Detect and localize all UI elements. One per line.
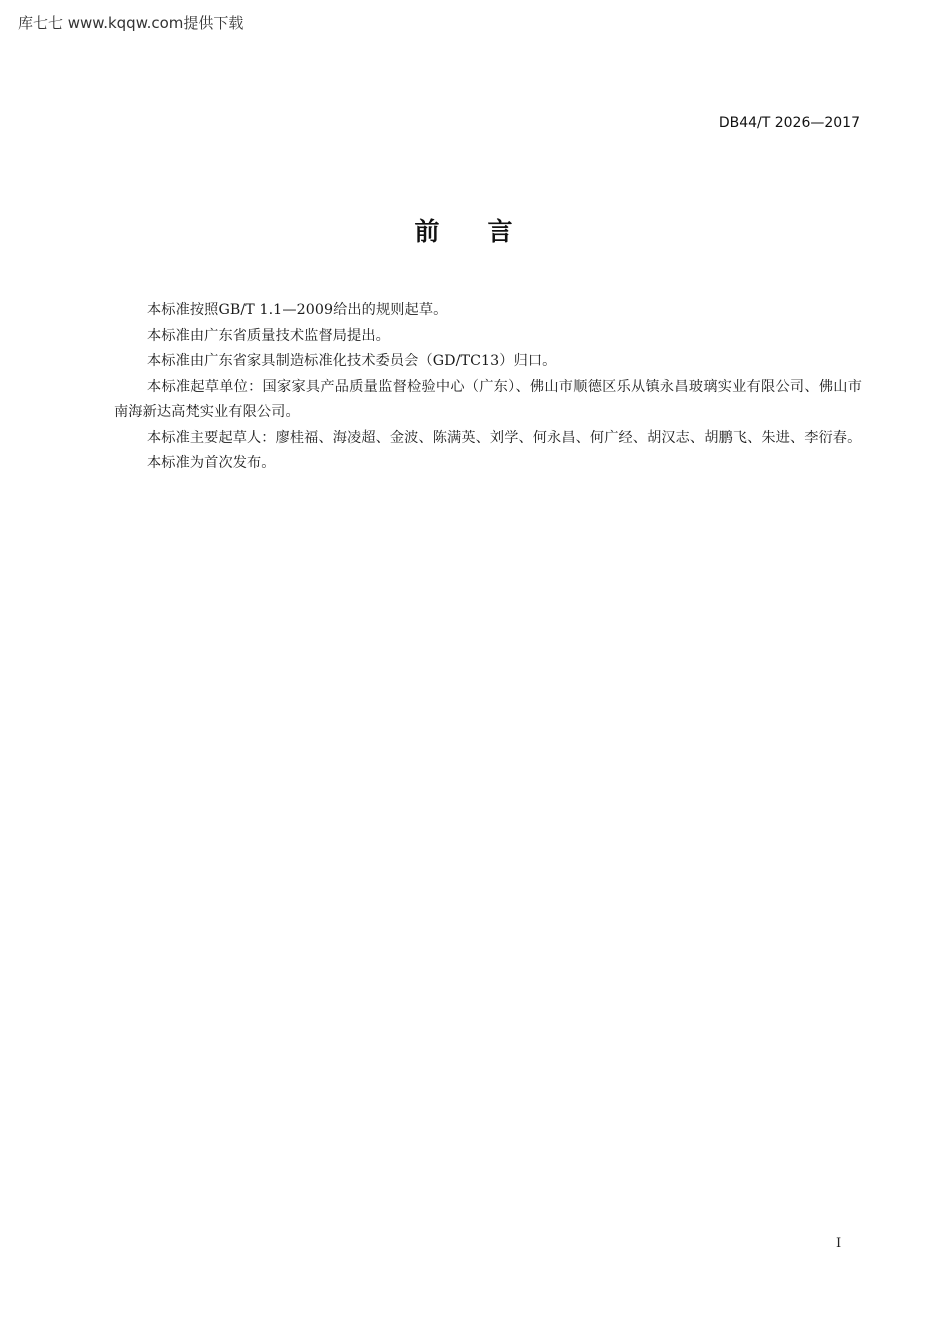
- paragraph-first-release: 本标准为首次发布。: [147, 455, 276, 471]
- paragraph-centralized-unit: 本标准由广东省家具制造标准化技术委员会（GD/TC13）归口。: [147, 353, 557, 369]
- watermark-text: 库七七 www.kqqw.com提供下载: [18, 14, 244, 32]
- paragraph-drafting-units: 本标准起草单位：国家家具产品质量监督检验中心（广东）、佛山市顺德区乐从镇永昌玻璃实业有限公司、佛山市南海新达高梵实业有限公司。: [114, 378, 862, 420]
- paragraph-drafting-rules: 本标准按照GB/T 1.1—2009给出的规则起草。: [147, 302, 448, 318]
- foreword-body: [114, 298, 862, 477]
- page-title: 前言: [414, 217, 561, 246]
- paragraph-proposer: 本标准由广东省质量技术监督局提出。: [147, 327, 390, 344]
- paragraph-main-drafters: 本标准主要起草人：廖桂福、海凌超、金波、陈满英、刘学、何永昌、何广经、胡汉志、胡鹏飞、朱进、李衍春。: [147, 429, 862, 446]
- standard-code: DB44/T 2026—2017: [718, 115, 860, 131]
- page-number: I: [836, 1236, 842, 1251]
